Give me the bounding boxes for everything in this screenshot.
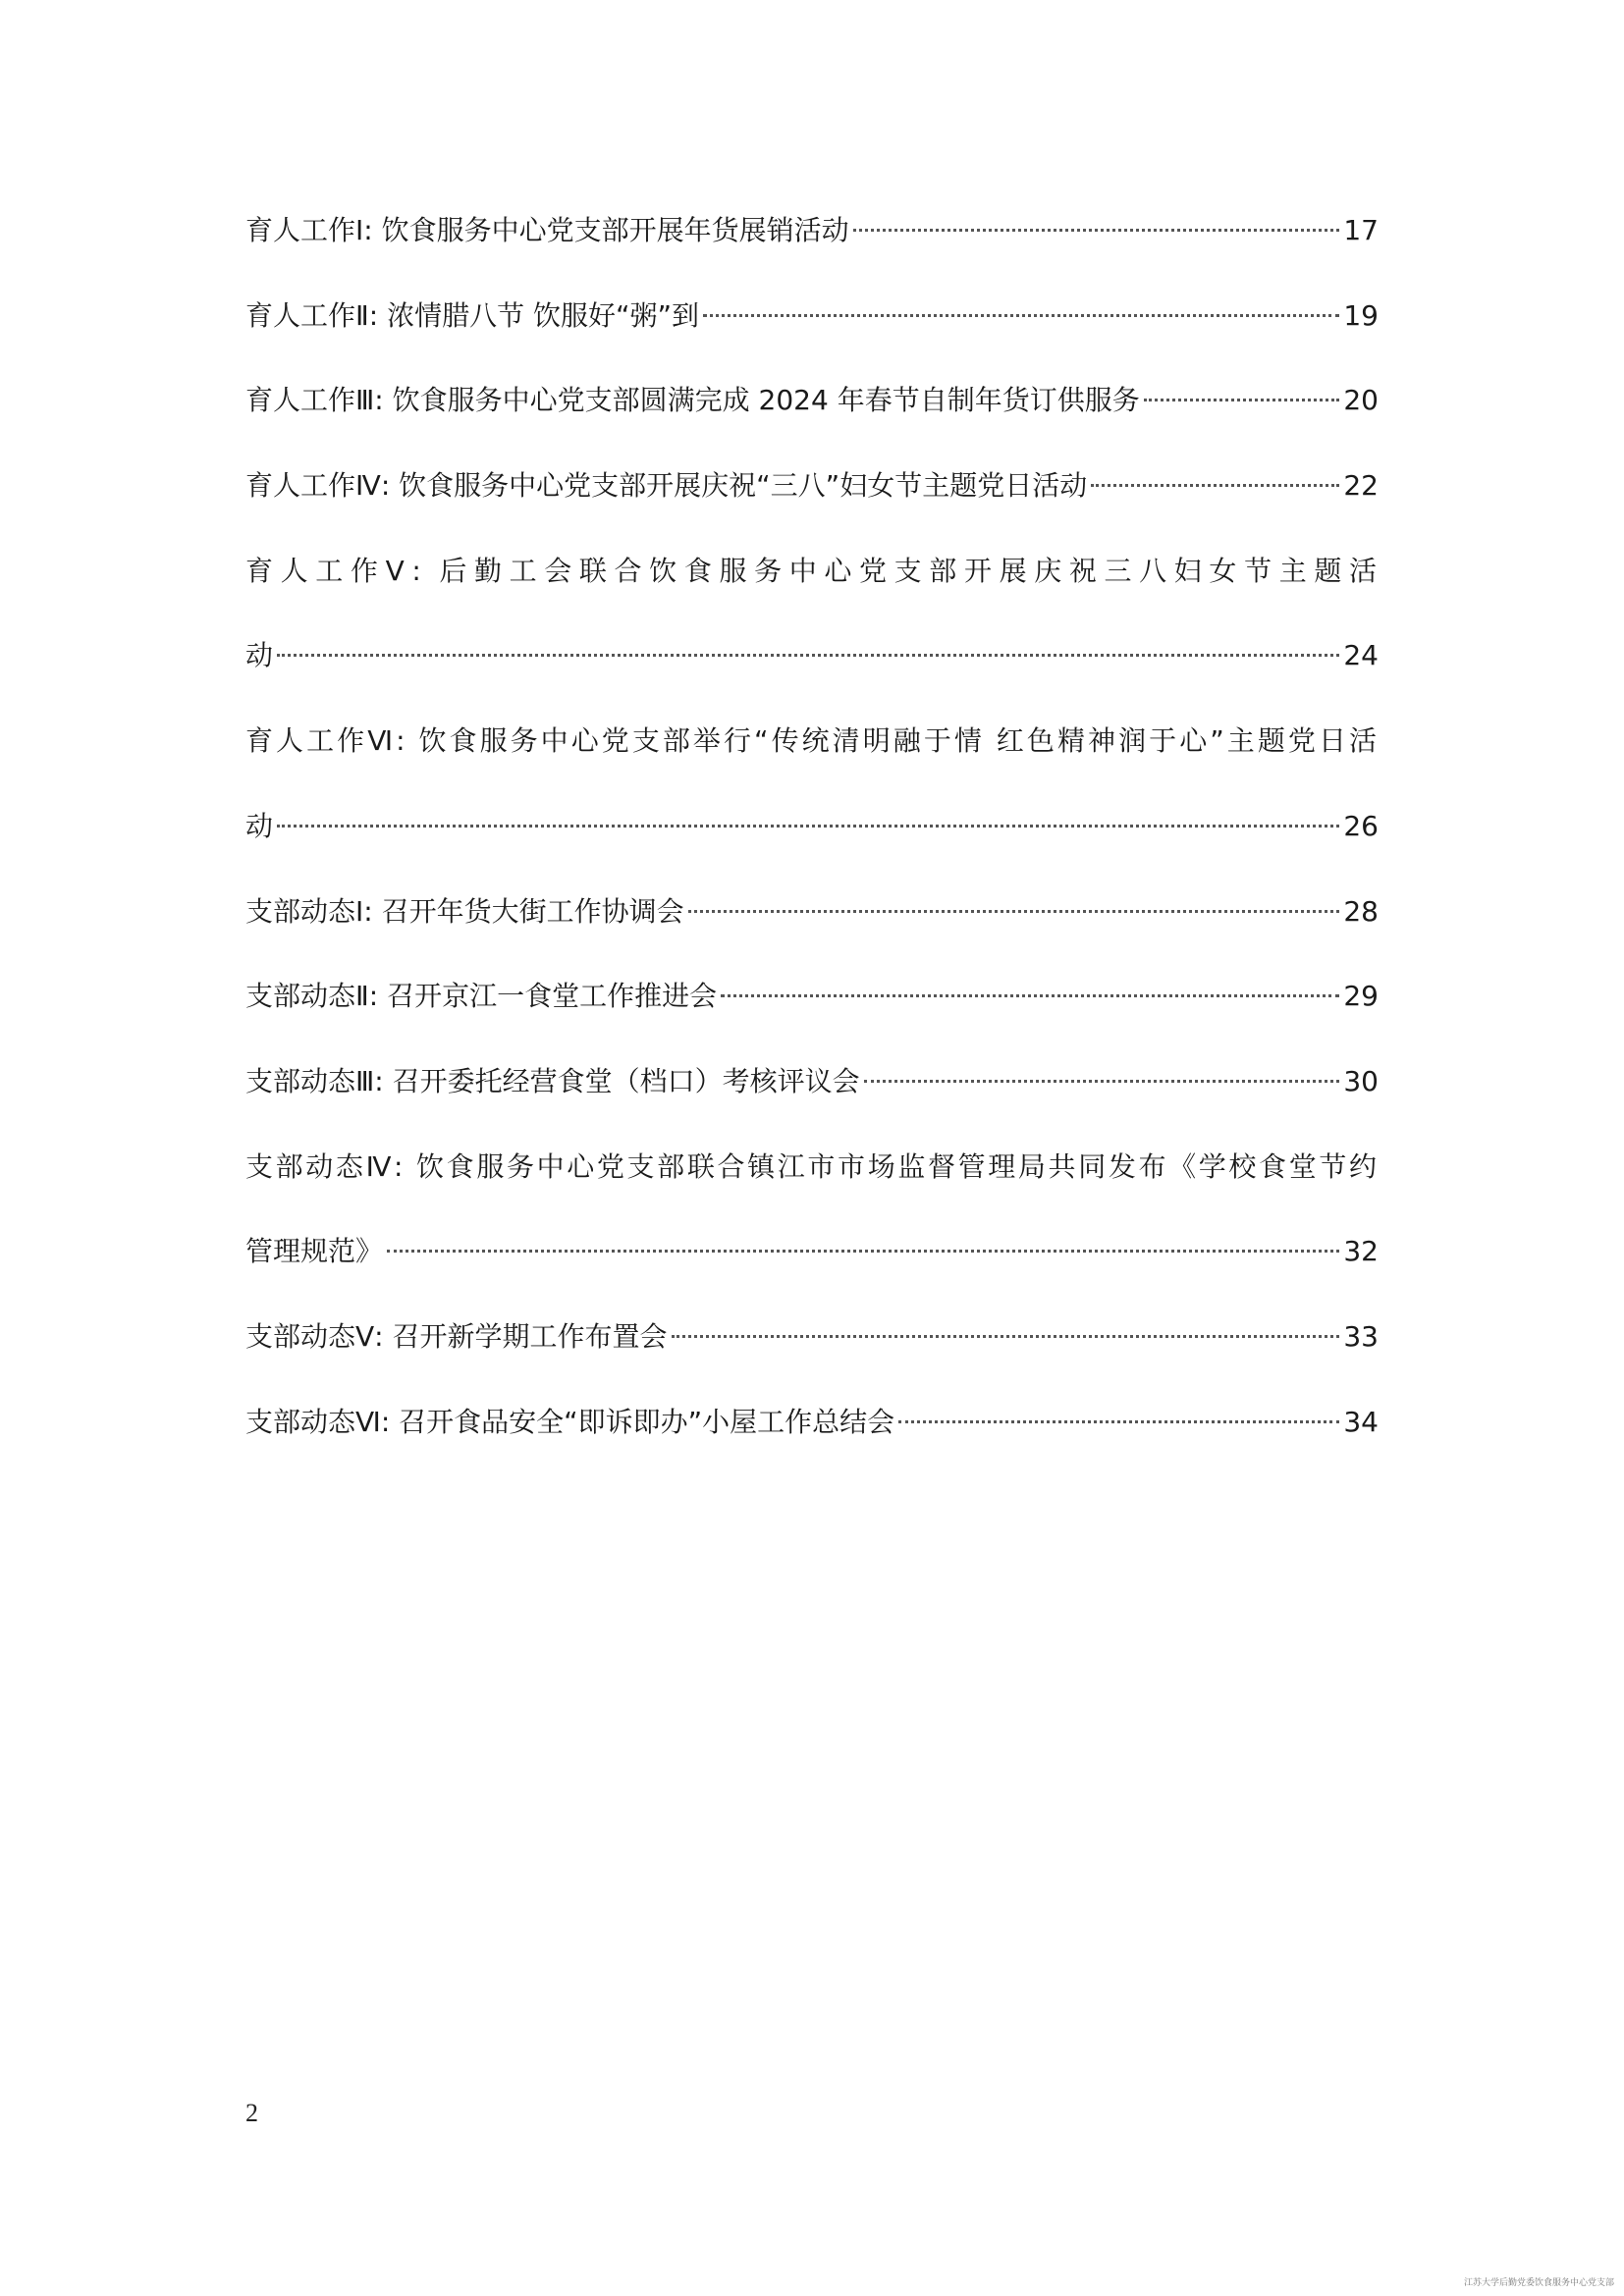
toc-entry-page: 17 — [1343, 214, 1379, 246]
dot-leader — [688, 910, 1340, 913]
dot-leader — [277, 654, 1339, 657]
toc-entry-title: 支部动态Ⅴ: 召开新学期工作布置会 — [245, 1319, 668, 1353]
toc-entry-title: 育人工作Ⅰ: 饮食服务中心党支部开展年货展销活动 — [245, 214, 849, 246]
dot-leader — [387, 1250, 1339, 1253]
dot-leader — [853, 229, 1340, 232]
dot-leader — [703, 314, 1339, 317]
toc-entry-page: 24 — [1343, 639, 1379, 672]
toc-entry-page: 33 — [1343, 1319, 1379, 1353]
toc-entry-title-line2: 动 — [245, 809, 274, 842]
dot-leader — [864, 1080, 1340, 1083]
toc-entry-title-line2: 管理规范》 — [245, 1235, 384, 1268]
toc-entry-page: 28 — [1343, 894, 1379, 928]
toc-entry-page: 26 — [1343, 809, 1379, 842]
toc-entry-title: 支部动态Ⅲ: 召开委托经营食堂（档口）考核评议会 — [245, 1064, 860, 1097]
dot-leader — [898, 1420, 1339, 1423]
dot-leader — [721, 994, 1339, 997]
toc-entry-title: 育人工作Ⅲ: 饮食服务中心党支部圆满完成 2024 年春节自制年货订供服务 — [245, 384, 1140, 417]
toc-entry[interactable] — [245, 547, 1379, 717]
footer-watermark: 江苏大学后勤党委饮食服务中心党支部 — [1463, 2278, 1614, 2288]
toc-entry[interactable] — [245, 461, 1379, 547]
table-of-contents — [245, 206, 1379, 1482]
toc-entry[interactable] — [245, 1057, 1379, 1143]
toc-entry[interactable] — [245, 376, 1379, 461]
dot-leader — [1144, 399, 1340, 401]
toc-entry-title-line1: 育人工作Ⅵ: 饮食服务中心党支部举行“传统清明融于情 红色精神润于心”主题党日活 — [245, 724, 1379, 758]
dot-leader — [672, 1335, 1340, 1338]
toc-entry[interactable] — [245, 292, 1379, 377]
toc-entry-title-line2: 动 — [245, 639, 274, 672]
toc-entry-title: 育人工作Ⅳ: 饮食服务中心党支部开展庆祝“三八”妇女节主题党日活动 — [245, 469, 1088, 503]
toc-entry[interactable] — [245, 1312, 1379, 1398]
toc-entry-title: 育人工作Ⅱ: 浓情腊八节 饮服好“粥”到 — [245, 298, 700, 332]
toc-entry[interactable] — [245, 1398, 1379, 1483]
toc-entry-title: 支部动态Ⅰ: 召开年货大街工作协调会 — [245, 894, 684, 928]
toc-entry-title: 支部动态Ⅱ: 召开京江一食堂工作推进会 — [245, 980, 718, 1013]
page-number: 2 — [245, 2099, 258, 2127]
toc-entry-page: 32 — [1343, 1235, 1379, 1268]
toc-entry[interactable] — [245, 717, 1379, 886]
toc-entry[interactable] — [245, 972, 1379, 1057]
toc-entry-title: 支部动态Ⅵ: 召开食品安全“即诉即办”小屋工作总结会 — [245, 1405, 895, 1438]
toc-entry-title-line1: 支部动态Ⅳ: 饮食服务中心党支部联合镇江市市场监督管理局共同发布《学校食堂节约 — [245, 1149, 1379, 1183]
toc-entry[interactable] — [245, 887, 1379, 973]
toc-entry-page: 22 — [1343, 469, 1379, 503]
toc-entry-page: 30 — [1343, 1064, 1379, 1097]
toc-entry-title-line1: 育人工作Ⅴ: 后勤工会联合饮食服务中心党支部开展庆祝三八妇女节主题活 — [245, 554, 1379, 587]
toc-entry-page: 19 — [1343, 298, 1379, 332]
dot-leader — [1091, 484, 1339, 487]
toc-entry[interactable] — [245, 206, 1379, 292]
toc-entry[interactable] — [245, 1143, 1379, 1312]
toc-entry-page: 20 — [1343, 384, 1379, 417]
toc-entry-page: 29 — [1343, 980, 1379, 1013]
toc-entry-page: 34 — [1343, 1405, 1379, 1438]
dot-leader — [277, 825, 1339, 828]
